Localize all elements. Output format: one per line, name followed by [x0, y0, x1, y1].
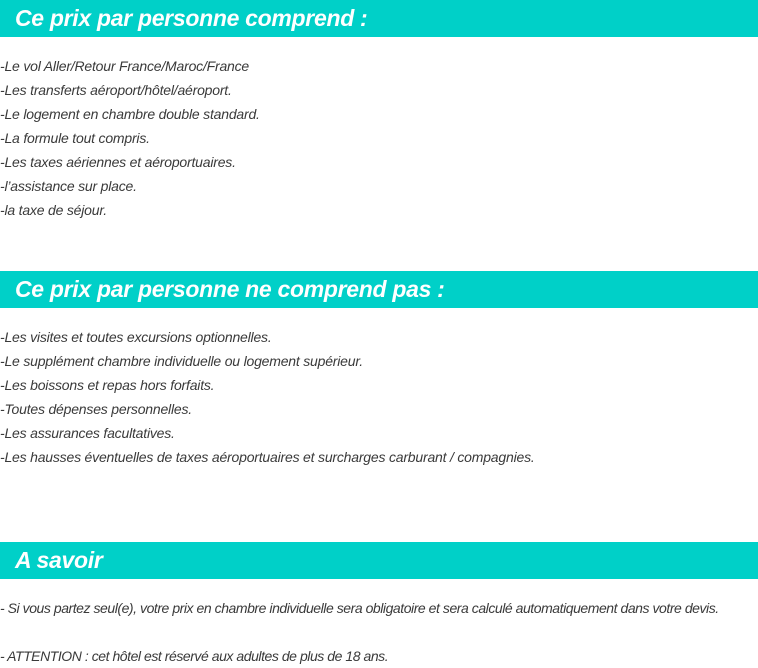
list-item: -Le supplément chambre individuelle ou logement supérieur. [0, 353, 363, 369]
section-heading-excluded: Ce prix par personne ne comprend pas : [0, 271, 758, 308]
list-item: -Le vol Aller/Retour France/Maroc/France [0, 58, 250, 74]
included-list [0, 54, 260, 222]
section-heading-included: Ce prix par personne comprend : [0, 0, 758, 37]
list-item: -Les transferts aéroport/hôtel/aéroport. [0, 82, 232, 98]
list-item: -Les taxes aériennes et aéroportuaires. [0, 154, 236, 170]
info-line-adults-only: - ATTENTION : cet hôtel est réservé aux adultes de plus de 18 ans. [0, 648, 389, 664]
list-item: -Les visites et toutes excursions optionnelles. [0, 329, 272, 345]
info-line-single-room: - Si vous partez seul(e), votre prix en chambre individuelle sera obligatoire et sera calculé automatiquement dans votre devis. [0, 600, 719, 616]
list-item: -Le logement en chambre double standard. [0, 106, 260, 122]
list-item: -Les boissons et repas hors forfaits. [0, 377, 215, 393]
list-item: -La formule tout compris. [0, 130, 150, 146]
list-item: -l’assistance sur place. [0, 178, 137, 194]
excluded-list [0, 325, 535, 469]
list-item: -Les hausses éventuelles de taxes aéroportuaires et surcharges carburant / compagnies. [0, 449, 535, 465]
list-item: -la taxe de séjour. [0, 202, 107, 218]
list-item: -Toutes dépenses personnelles. [0, 401, 192, 417]
list-item: -Les assurances facultatives. [0, 425, 175, 441]
section-heading-info: A savoir [0, 542, 758, 579]
